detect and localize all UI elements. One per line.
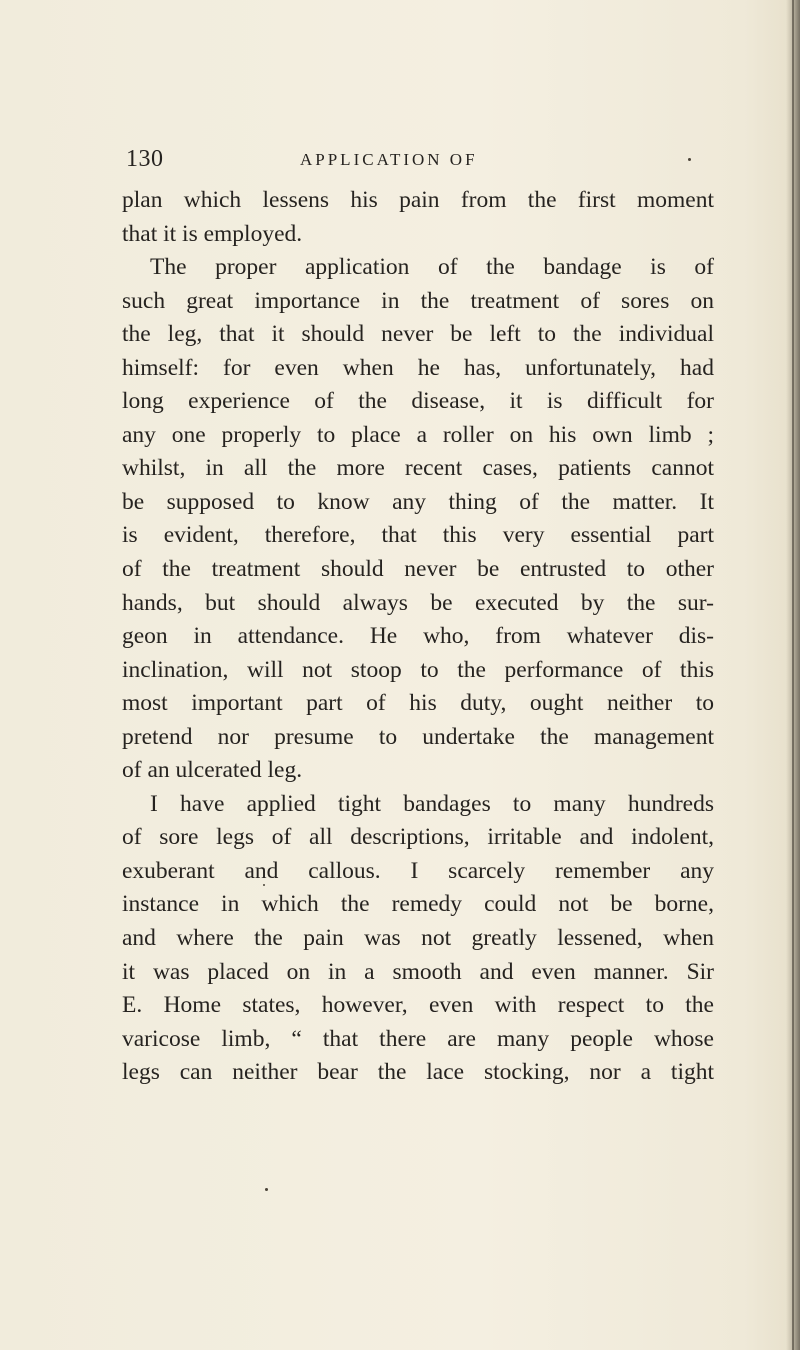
text-line: hands, but should always be executed by the sur- — [122, 589, 714, 616]
text-line: is evident, therefore, that this very essential part — [122, 522, 714, 549]
text-line: whilst, in all the more recent cases, patients cannot — [122, 455, 714, 482]
text-line: I have applied tight bandages to many hundreds — [150, 790, 714, 817]
text-line: The proper application of the bandage is of — [150, 254, 714, 281]
text-line: be supposed to know any thing of the matter. It — [122, 488, 714, 515]
text-line: plan which lessens his pain from the first moment — [122, 187, 714, 213]
text-line: exuberant and callous. I scarcely remember any — [122, 857, 714, 884]
text-line: himself: for even when he has, unfortunately, had — [122, 354, 714, 381]
text-line: that it is employed. — [122, 220, 303, 247]
text-line: inclination, will not stoop to the performance of this — [122, 656, 714, 683]
ink-speck — [688, 158, 691, 161]
running-head: APPLICATION OF — [300, 150, 478, 169]
text-line: it was placed on in a smooth and even manner. Sir — [122, 958, 714, 985]
ink-speck — [265, 1188, 268, 1191]
text-line: long experience of the disease, it is difficult for — [122, 388, 714, 415]
ink-speck — [263, 884, 265, 886]
text-line: such great importance in the treatment of sores on — [122, 287, 714, 314]
text-line: instance in which the remedy could not be borne, — [122, 891, 714, 918]
text-line: the leg, that it should never be left to the individual — [122, 321, 714, 348]
text-line: E. Home states, however, even with respect to the — [122, 992, 714, 1019]
text-line: of an ulcerated leg. — [122, 757, 303, 784]
text-line: and where the pain was not greatly lessened, when — [122, 925, 714, 952]
body-text — [122, 184, 714, 1090]
text-line: of sore legs of all descriptions, irritable and indolent, — [122, 824, 714, 851]
text-line: most important part of his duty, ought neither to — [122, 690, 714, 717]
text-line: geon in attendance. He who, from whatever dis- — [122, 623, 714, 650]
text-line: varicose limb, “ that there are many people whose — [122, 1025, 714, 1052]
text-line: legs can neither bear the lace stocking, nor a tight — [122, 1059, 714, 1086]
text-line: of the treatment should never be entrusted to other — [122, 556, 714, 583]
page-number: 130 — [126, 146, 164, 172]
text-line: pretend nor presume to undertake the management — [122, 723, 714, 750]
page-edge-line — [792, 0, 794, 1350]
text-line: any one properly to place a roller on his own limb ; — [122, 421, 714, 448]
